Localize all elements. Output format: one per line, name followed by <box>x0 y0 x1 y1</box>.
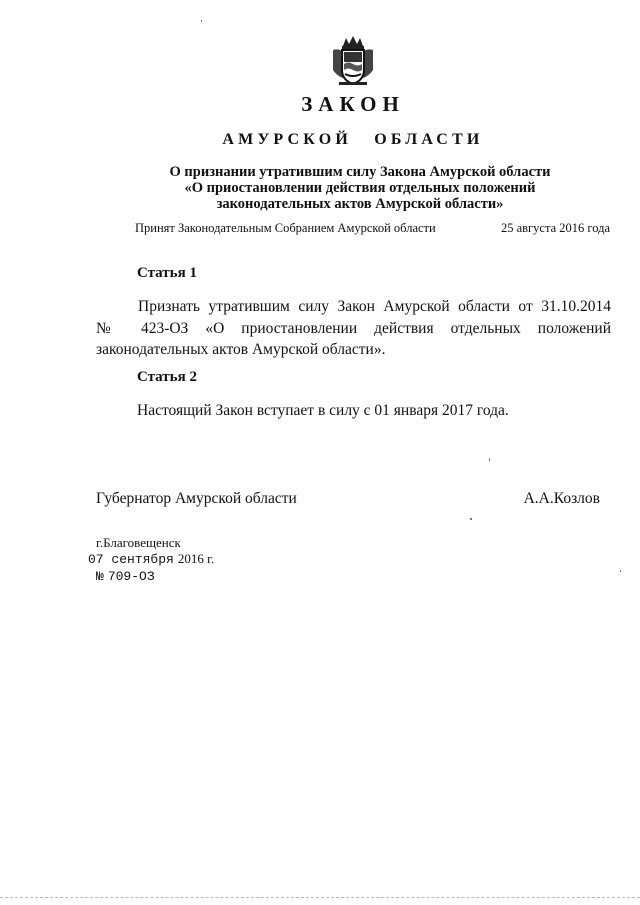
scan-speck <box>470 518 472 520</box>
scan-edge <box>0 897 640 899</box>
adopted-by-text: Принят Законодательным Собранием Амурской области <box>135 221 436 235</box>
article-2-heading: Статья 2 <box>137 369 197 385</box>
adoption-info <box>135 221 610 236</box>
article-1-heading: Статья 1 <box>137 265 197 281</box>
adoption-date: 25 августа 2016 года <box>500 221 610 235</box>
coat-of-arms-icon <box>329 34 377 86</box>
signing-year: 2016 г. <box>177 551 215 566</box>
scan-speck <box>620 570 621 572</box>
article-1-line: № 423-ОЗ «О приостановлении действия отдельных положений <box>96 319 611 337</box>
subtitle-line: «О приостановлении действия отдельных положений <box>184 180 536 196</box>
subtitle-line: О признании утратившим силу Закона Амурской области <box>169 164 551 180</box>
law-number-value: 709-ОЗ <box>107 569 155 584</box>
signing-place: г.Благовещенск <box>96 535 181 550</box>
region-heading: АМУРСКОЙ ОБЛАСТИ <box>222 131 484 148</box>
scan-speck <box>201 20 202 22</box>
law-subtitle <box>130 164 590 212</box>
article-1-line: законодательных актов Амурской области». <box>96 341 386 358</box>
law-title: ЗАКОН <box>301 92 405 116</box>
signing-date <box>88 550 214 568</box>
signature-block <box>96 490 600 508</box>
date-stamp: 07 сентября <box>88 552 174 567</box>
subtitle-line: законодательных актов Амурской области» <box>216 196 504 212</box>
scan-speck <box>489 458 490 461</box>
governor-title: Губернатор Амурской области <box>96 490 297 507</box>
number-sign: № <box>96 569 104 584</box>
article-1-line: Признать утратившим силу Закон Амурской области от 31.10.2014 <box>138 298 611 315</box>
article-1-text <box>96 296 611 361</box>
law-number <box>96 567 155 585</box>
article-2-text: Настоящий Закон вступает в силу с 01 января 2017 года. <box>137 402 509 419</box>
governor-name: А.А.Козлов <box>523 490 600 507</box>
